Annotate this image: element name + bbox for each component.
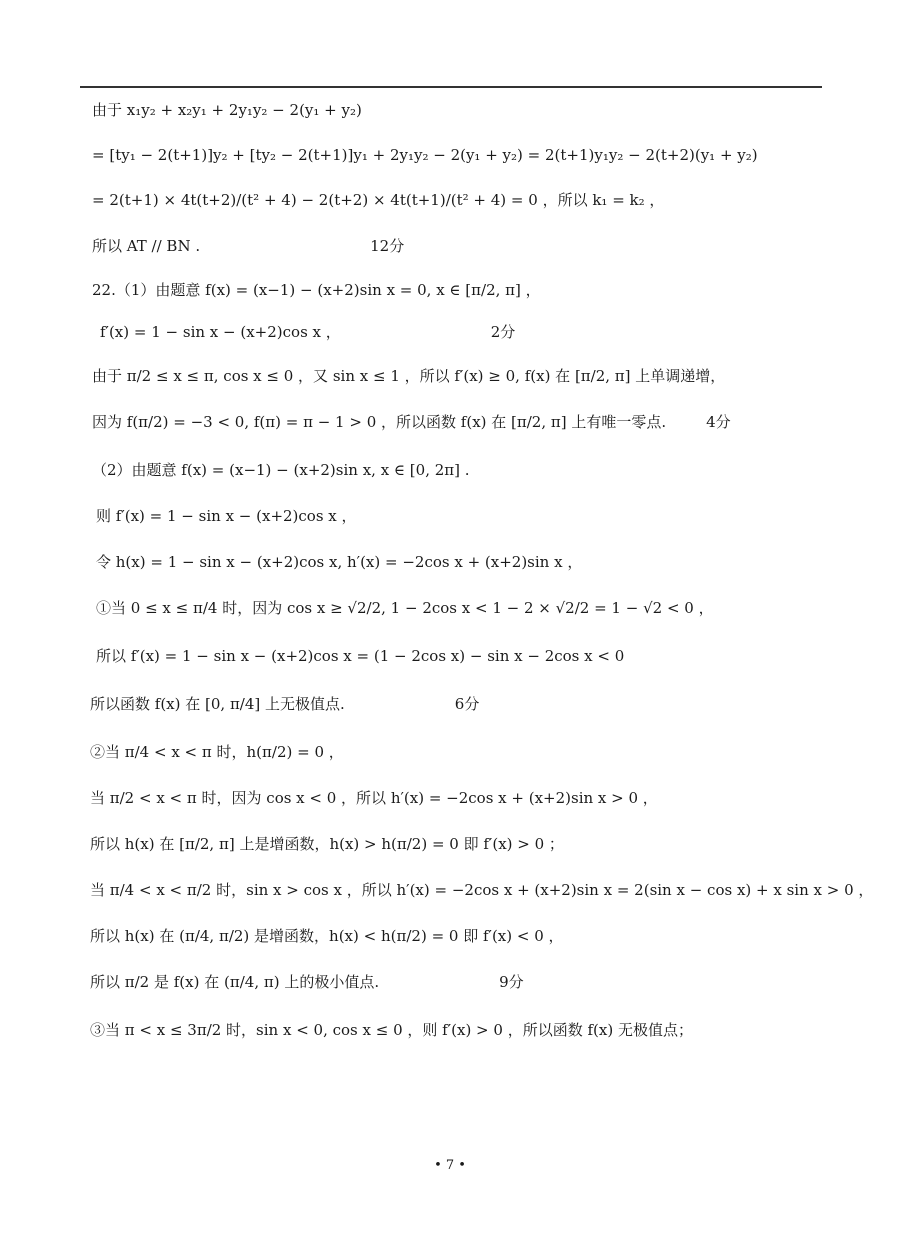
page-number: • 7 • bbox=[434, 1158, 466, 1173]
problem-22-part2-heading: （2）由题意 f(x) = (x−1) − (x+2)sin x, x ∈ [0, 2π] . bbox=[92, 461, 470, 479]
score-mark: 9分 bbox=[499, 973, 524, 991]
solution-line-10: 则 f′(x) = 1 − sin x − (x+2)cos x ， bbox=[96, 507, 357, 525]
solution-line-17: 所以 h(x) 在 [π/2, π] 上是增函数，h(x) > h(π/2) = 0 即 f′(x) > 0 ； bbox=[90, 835, 564, 853]
solution-line-7: 由于 π/2 ≤ x ≤ π, cos x ≤ 0 ，又 sin x ≤ 1 ，所以 f′(x) ≥ 0, f(x) 在 [π/2, π] 上单调递增， bbox=[92, 367, 726, 385]
score-mark: 12分 bbox=[370, 237, 405, 255]
solution-line-13: 所以 f′(x) = 1 − sin x − (x+2)cos x = (1 − 2cos x) − sin x − 2cos x < 0 bbox=[96, 647, 625, 665]
solution-line-8: 因为 f(π/2) = −3 < 0, f(π) = π − 1 > 0 ，所以函数 f(x) 在 [π/2, π] 上有唯一零点. 4分 bbox=[92, 413, 731, 431]
header-rule bbox=[80, 86, 822, 88]
solution-line-20: 所以 π/2 是 f(x) 在 (π/4, π) 上的极小值点. 9分 bbox=[90, 973, 524, 991]
solution-line-19: 所以 h(x) 在 (π/4, π/2) 是增函数，h(x) < h(π/2) = 0 即 f′(x) < 0 ， bbox=[90, 927, 564, 945]
solution-line-16: 当 π/2 < x < π 时，因为 cos x < 0 ，所以 h′(x) = −2cos x + (x+2)sin x > 0 ， bbox=[90, 789, 658, 807]
case-3-line: ③当 π < x ≤ 3π/2 时，sin x < 0, cos x ≤ 0 ，则 f′(x) > 0 ，所以函数 f(x) 无极值点； bbox=[90, 1021, 693, 1039]
problem-22-part1-heading: 22.（1）由题意 f(x) = (x−1) − (x+2)sin x = 0, x ∈ [π/2, π] ， bbox=[92, 281, 541, 299]
score-mark: 4分 bbox=[706, 413, 731, 431]
solution-line-3: = 2(t+1) × 4t(t+2)/(t² + 4) − 2(t+2) × 4t(t+1)/(t² + 4) = 0 ，所以 k₁ = k₂ ， bbox=[92, 191, 665, 209]
solution-line-18: 当 π/4 < x < π/2 时，sin x > cos x ，所以 h′(x) = −2cos x + (x+2)sin x = 2(sin x − cos x) + x sin x > 0 ， bbox=[90, 881, 874, 899]
case-2-line: ②当 π/4 < x < π 时，h(π/2) = 0 ， bbox=[90, 743, 344, 761]
solution-line-1: 由于 x₁y₂ + x₂y₁ + 2y₁y₂ − 2(y₁ + y₂) bbox=[92, 101, 362, 119]
score-mark: 6分 bbox=[454, 695, 480, 713]
solution-line-11: 令 h(x) = 1 − sin x − (x+2)cos x, h′(x) = −2cos x + (x+2)sin x ， bbox=[96, 553, 583, 571]
solution-line-14: 所以函数 f(x) 在 [0, π/4] 上无极值点. 6分 bbox=[90, 695, 480, 713]
solution-line-2: = [ty₁ − 2(t+1)]y₂ + [ty₂ − 2(t+1)]y₁ + 2y₁y₂ − 2(y₁ + y₂) = 2(t+1)y₁y₂ − 2(t+2)(y₁ + y₂) bbox=[92, 146, 758, 164]
case-1-line: ①当 0 ≤ x ≤ π/4 时，因为 cos x ≥ √2/2, 1 − 2cos x < 1 − 2 × √2/2 = 1 − √2 < 0 ， bbox=[96, 599, 714, 617]
solution-line-6: f′(x) = 1 − sin x − (x+2)cos x ， 2分 bbox=[100, 323, 516, 341]
solution-line-4: 所以 AT // BN . 12分 bbox=[92, 237, 405, 255]
score-mark: 2分 bbox=[490, 323, 516, 341]
